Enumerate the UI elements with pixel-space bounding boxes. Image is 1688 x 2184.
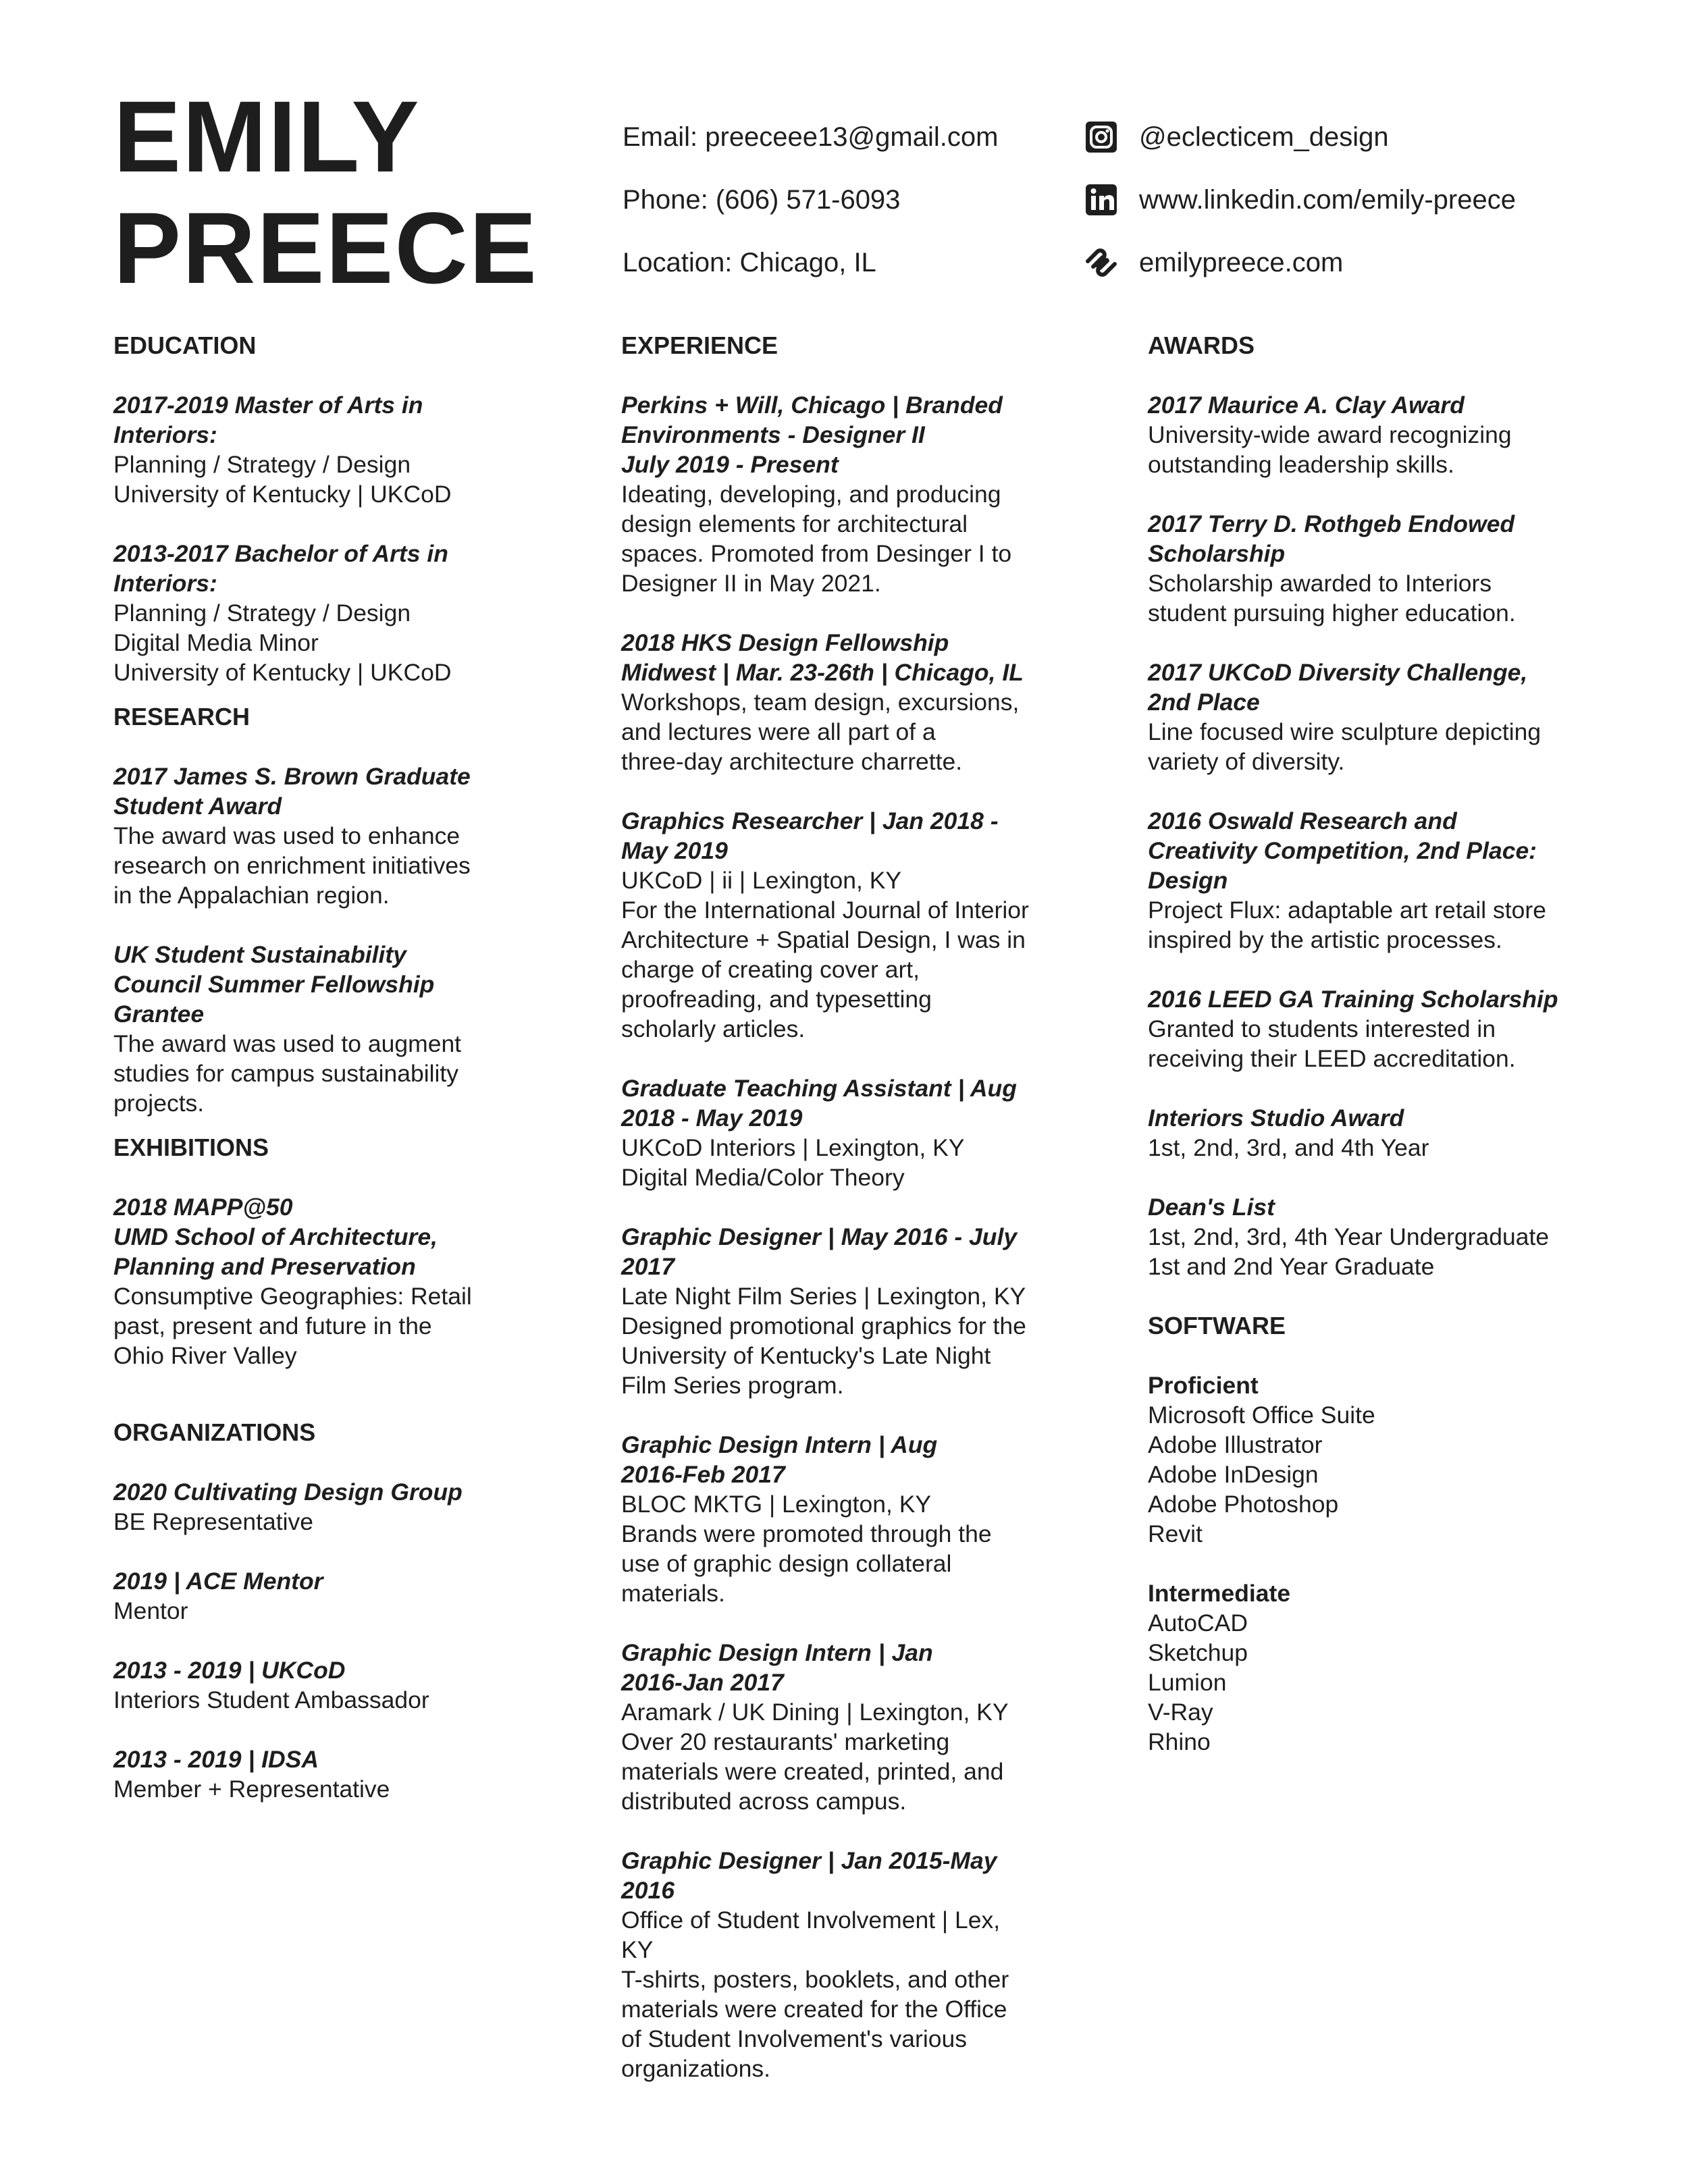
software-item: Adobe InDesign (1148, 1461, 1319, 1488)
entry-line: outstanding leadership skills. (1148, 451, 1454, 478)
entry-line: Workshops, team design, excursions, (621, 689, 1020, 716)
experience-entry (621, 1073, 1067, 1192)
experience-entry (621, 806, 1067, 1044)
entry-title: 2018 HKS Design Fellowship (621, 629, 949, 656)
organization-entry (113, 1655, 512, 1715)
software-item: Adobe Illustrator (1148, 1431, 1323, 1458)
entry-title: 2019 | ACE Mentor (113, 1568, 323, 1595)
entry-line: University of Kentucky's Late Night (621, 1342, 991, 1369)
software-group-label: Intermediate (1148, 1580, 1291, 1607)
entry-line: Planning / Strategy / Design (113, 600, 411, 627)
linkedin-link[interactable] (1084, 184, 1516, 215)
entry-line: in the Appalachian region. (113, 882, 390, 909)
entry-title: Interiors: (113, 421, 217, 448)
entry-line: Brands were promoted through the (621, 1520, 992, 1547)
entry-title: 2016 (621, 1877, 675, 1904)
entry-line: organizations. (621, 2055, 771, 2082)
education-entry (113, 390, 512, 509)
entry-title: 2016 Oswald Research and (1148, 807, 1457, 834)
entry-line: 1st, 2nd, 3rd, 4th Year Undergraduate (1148, 1223, 1550, 1250)
entry-line: design elements for architectural (621, 510, 968, 537)
squarespace-icon (1084, 245, 1119, 280)
entry-line: Ideating, developing, and producing (621, 481, 1001, 508)
entry-title: Environments - Designer II (621, 421, 925, 448)
phone-text: Phone: (606) 571-6093 (623, 185, 901, 215)
experience-entry (621, 1430, 1067, 1608)
entry-line: Aramark / UK Dining | Lexington, KY (621, 1699, 1009, 1726)
linkedin-icon (1084, 182, 1119, 217)
contact-info (623, 122, 998, 310)
entry-line: Consumptive Geographies: Retail (113, 1283, 472, 1310)
entry-line: distributed across campus. (621, 1788, 907, 1815)
organization-entry (113, 1744, 512, 1804)
entry-line: The award was used to enhance (113, 822, 460, 849)
education-heading: EDUCATION (113, 331, 257, 359)
exhibitions-heading: EXHIBITIONS (113, 1134, 269, 1161)
last-name: PREECE (113, 191, 538, 304)
location-text: Location: Chicago, IL (623, 248, 876, 277)
entry-title: Interiors Studio Award (1148, 1104, 1404, 1131)
entry-line: charge of creating cover art, (621, 956, 920, 983)
entry-line: Designed promotional graphics for the (621, 1312, 1026, 1339)
software-group-proficient (1148, 1370, 1620, 1549)
entry-line: research on enrichment initiatives (113, 852, 471, 879)
entry-title: 2017 Terry D. Rothgeb Endowed (1148, 510, 1515, 537)
entry-line: University of Kentucky | UKCoD (113, 481, 452, 508)
entry-line: BE Representative (113, 1508, 313, 1535)
entry-title: 2017 James S. Brown Graduate (113, 763, 471, 790)
awards-section (1148, 331, 1620, 1281)
instagram-icon (1084, 119, 1119, 155)
software-item: Revit (1148, 1520, 1203, 1547)
software-group-label: Proficient (1148, 1372, 1259, 1399)
first-name: EMILY (113, 80, 421, 193)
entry-title: Graphic Design Intern | Aug (621, 1431, 938, 1458)
entry-title: 2017-2019 Master of Arts in (113, 392, 423, 419)
entry-title: 2013-2017 Bachelor of Arts in (113, 540, 448, 567)
entry-line: University-wide award recognizing (1148, 421, 1512, 448)
organizations-section (113, 1418, 512, 1804)
entry-line: Digital Media/Color Theory (621, 1164, 905, 1191)
entry-line: University of Kentucky | UKCoD (113, 659, 452, 686)
entry-line: Project Flux: adaptable art retail store (1148, 897, 1546, 924)
software-item: Adobe Photoshop (1148, 1491, 1339, 1518)
entry-line: Interiors Student Ambassador (113, 1686, 429, 1713)
entry-title: 2016-Feb 2017 (621, 1461, 785, 1488)
entry-line: T-shirts, posters, booklets, and other (621, 1966, 1009, 1993)
entry-title: Design (1148, 867, 1228, 894)
award-entry (1148, 984, 1620, 1073)
awards-heading: AWARDS (1148, 331, 1255, 359)
entry-line: UKCoD | ii | Lexington, KY (621, 867, 902, 894)
entry-line: Late Night Film Series | Lexington, KY (621, 1283, 1026, 1310)
award-entry (1148, 1192, 1620, 1281)
entry-line: scholarly articles. (621, 1015, 806, 1042)
entry-title: UK Student Sustainability (113, 941, 406, 968)
entry-line: materials. (621, 1580, 725, 1607)
entry-title: Perkins + Will, Chicago | Branded (621, 392, 1003, 419)
entry-line: use of graphic design collateral (621, 1550, 952, 1577)
entry-line: and lectures were all part of a (621, 718, 936, 745)
research-section (113, 702, 512, 1118)
entry-line: 1st and 2nd Year Graduate (1148, 1253, 1435, 1280)
entry-line: receiving their LEED accreditation. (1148, 1045, 1516, 1072)
entry-title: Graphic Designer | Jan 2015-May (621, 1847, 997, 1874)
entry-line: materials were created for the Office (621, 1996, 1007, 2023)
exhibitions-section (113, 1133, 512, 1370)
entry-line: 1st, 2nd, 3rd, and 4th Year (1148, 1134, 1429, 1161)
award-entry (1148, 658, 1620, 776)
experience-entry (621, 1222, 1067, 1400)
entry-line: spaces. Promoted from Desinger I to (621, 540, 1012, 567)
entry-title: Graphics Researcher | Jan 2018 - (621, 807, 999, 834)
linkedin-url: www.linkedin.com/emily-preece (1139, 185, 1516, 215)
entry-line: studies for campus sustainability (113, 1060, 459, 1087)
website-url: emilypreece.com (1139, 248, 1344, 277)
right-column (1148, 331, 1620, 1786)
software-item: Sketchup (1148, 1639, 1248, 1666)
email-text: Email: preeceee13@gmail.com (623, 122, 999, 152)
entry-line: student pursuing higher education. (1148, 600, 1516, 627)
entry-line: inspired by the artistic processes. (1148, 926, 1502, 953)
entry-title: Grantee (113, 1001, 205, 1028)
entry-title: 2017 Maurice A. Clay Award (1148, 392, 1465, 419)
experience-entry (621, 1846, 1067, 2083)
entry-title: 2017 UKCoD Diversity Challenge, (1148, 659, 1528, 686)
software-heading: SOFTWARE (1148, 1312, 1286, 1339)
entry-line: materials were created, printed, and (621, 1758, 1004, 1785)
entry-line: Over 20 restaurants' marketing (621, 1728, 950, 1755)
entry-title: 2020 Cultivating Design Group (113, 1479, 463, 1506)
entry-title: 2018 - May 2019 (621, 1104, 803, 1131)
entry-line: Line focused wire sculpture depicting (1148, 718, 1541, 745)
software-item: AutoCAD (1148, 1609, 1248, 1636)
entry-line: variety of diversity. (1148, 748, 1345, 775)
entry-title: 2016-Jan 2017 (621, 1669, 784, 1696)
entry-line: BLOC MKTG | Lexington, KY (621, 1491, 932, 1518)
entry-title: 2013 - 2019 | IDSA (113, 1746, 319, 1773)
entry-line: Scholarship awarded to Interiors (1148, 570, 1492, 597)
entry-title: May 2019 (621, 837, 728, 864)
entry-title: 2013 - 2019 | UKCoD (113, 1657, 346, 1684)
software-item: Lumion (1148, 1669, 1227, 1696)
entry-line: Designer II in May 2021. (621, 570, 881, 597)
entry-line: UKCoD Interiors | Lexington, KY (621, 1134, 965, 1161)
entry-line: Mentor (113, 1597, 188, 1624)
entry-title: Dean's List (1148, 1194, 1275, 1221)
software-item: Microsoft Office Suite (1148, 1402, 1375, 1429)
entry-title: Graphic Design Intern | Jan (621, 1639, 933, 1666)
research-heading: RESEARCH (113, 703, 250, 730)
award-entry (1148, 1103, 1620, 1163)
entry-line: Film Series program. (621, 1372, 844, 1399)
entry-line: Planning / Strategy / Design (113, 451, 411, 478)
entry-line: Granted to students interested in (1148, 1015, 1496, 1042)
award-entry (1148, 806, 1620, 955)
software-item: Rhino (1148, 1728, 1211, 1755)
entry-line: The award was used to augment (113, 1030, 462, 1057)
entry-title: Planning and Preservation (113, 1253, 416, 1280)
full-name (113, 81, 538, 304)
entry-title: Graphic Designer | May 2016 - July (621, 1223, 1018, 1250)
research-entry (113, 940, 512, 1118)
entry-line: proofreading, and typesetting (621, 986, 932, 1013)
entry-line: For the International Journal of Interior (621, 897, 1029, 924)
award-entry (1148, 390, 1620, 479)
experience-heading: EXPERIENCE (621, 331, 779, 359)
entry-title: Scholarship (1148, 540, 1286, 567)
award-entry (1148, 509, 1620, 628)
software-group-intermediate (1148, 1578, 1620, 1757)
entry-line: Ohio River Valley (113, 1342, 297, 1369)
instagram-link[interactable] (1084, 122, 1516, 153)
entry-title: 2016 LEED GA Training Scholarship (1148, 986, 1558, 1013)
entry-title: Council Summer Fellowship (113, 971, 435, 998)
entry-line: Office of Student Involvement | Lex, (621, 1907, 1001, 1934)
organizations-heading: ORGANIZATIONS (113, 1418, 316, 1446)
entry-title: July 2019 - Present (621, 451, 839, 478)
middle-column (621, 331, 1067, 2113)
entry-title: Creativity Competition, 2nd Place: (1148, 837, 1537, 864)
entry-line: Architecture + Spatial Design, I was in (621, 926, 1026, 953)
exhibition-entry (113, 1192, 512, 1370)
experience-entry (621, 390, 1067, 598)
entry-title: 2017 (621, 1253, 675, 1280)
research-entry (113, 762, 512, 910)
social-links (1084, 122, 1516, 310)
entry-line: projects. (113, 1090, 205, 1117)
entry-line: KY (621, 1936, 654, 1963)
entry-title: Student Award (113, 793, 282, 820)
education-section (113, 331, 512, 687)
entry-line: of Student Involvement's various (621, 2025, 967, 2052)
instagram-handle: @eclecticem_design (1139, 122, 1389, 152)
entry-title: Midwest | Mar. 23-26th | Chicago, IL (621, 659, 1024, 686)
organization-entry (113, 1477, 512, 1537)
entry-line: Member + Representative (113, 1776, 390, 1803)
entry-line: Digital Media Minor (113, 629, 319, 656)
experience-entry (621, 1638, 1067, 1816)
entry-line: three-day architecture charrette. (621, 748, 963, 775)
entry-title: Graduate Teaching Assistant | Aug (621, 1075, 1017, 1102)
entry-title: 2nd Place (1148, 689, 1260, 716)
experience-section (621, 331, 1067, 2083)
software-section (1148, 1311, 1620, 1757)
experience-entry (621, 628, 1067, 776)
entry-title: Interiors: (113, 570, 217, 597)
entry-title: 2018 MAPP@50 (113, 1194, 293, 1221)
entry-line: past, present and future in the (113, 1312, 432, 1339)
left-column (113, 331, 512, 1834)
organization-entry (113, 1566, 512, 1626)
software-item: V-Ray (1148, 1699, 1213, 1726)
education-entry (113, 539, 512, 687)
website-link[interactable] (1084, 247, 1516, 278)
entry-title: UMD School of Architecture, (113, 1223, 438, 1250)
